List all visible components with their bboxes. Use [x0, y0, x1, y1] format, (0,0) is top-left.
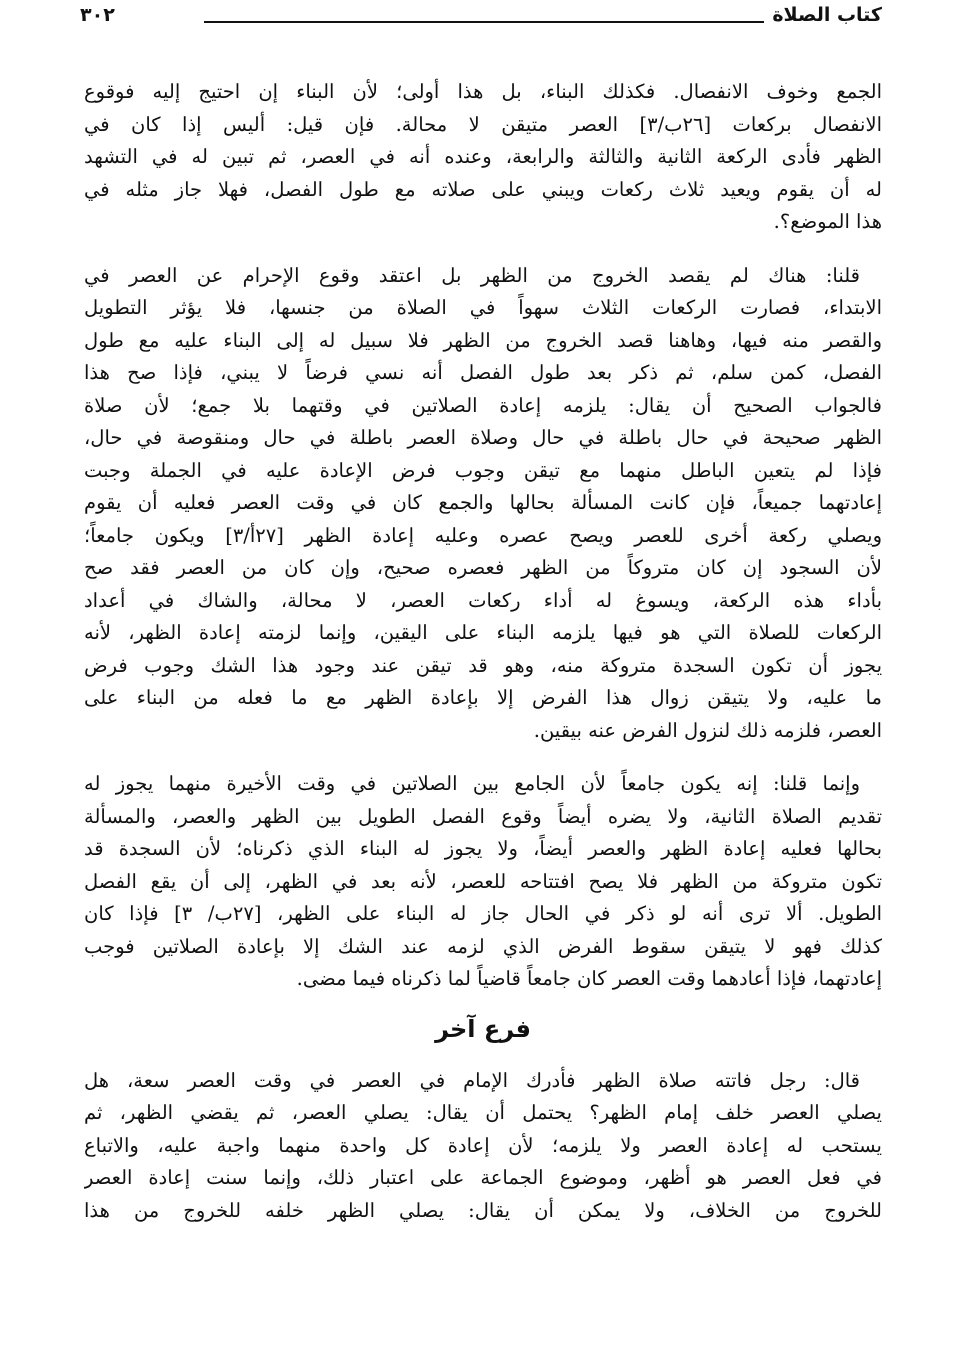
- text-line: يستحب له إعادة العصر ولا يلزمه؛ لأن إعادة كل واحدة منهما واجبة عليه، والاتباع: [84, 1133, 882, 1157]
- paragraph: [84, 768, 882, 996]
- text-line: بأداء هذه الركعة، ويسوغ له أداء ركعات العصر، لا محالة، والشاك في أعداد: [84, 588, 882, 612]
- paragraph: [84, 1065, 882, 1228]
- text-line: له أن يقوم ويعيد ثلاث ركعات ويبني على صلاته مع طول الفصل، فهلا جاز مثله في: [84, 177, 882, 201]
- text-line: ويصلي ركعة أخرى للعصر ويصح عصره وعليه إعادة الظهر [٢٧أ/٣] ويكون جامعاً؛: [84, 523, 882, 547]
- text-line: كذلك فهو لا يتيقن سقوط الفرض الذي لزمه عند الشك إلا بإعادة الصلاتين فوجب: [84, 934, 882, 958]
- text-line: تكون متروكة من الظهر فلا يصح افتتاحه للعصر، لأنه بعد في الظهر، إلى أن يقع الفصل: [84, 869, 882, 893]
- text-line: الطويل. ألا ترى أنه لو ذكر في الحال جاز له البناء على الظهر، [٢٧ب/ ٣] فإذا كان: [84, 902, 882, 925]
- page-body: [84, 76, 882, 1248]
- text-line: فالجواب الصحيح أن يقال: يلزمه إعادة الصلاتين في وقتهما بلا جمع؛ لأن صلاة: [84, 393, 882, 417]
- text-line: الابتداء، فصارت الركعات الثلاث سهواً في الصلاة من جنسها، فلا يؤثر التطويل: [84, 296, 882, 319]
- header-rule: [204, 21, 764, 23]
- running-title: كتاب الصلاة: [772, 4, 882, 26]
- text-line: يجوز أن تكون السجدة متروكة منه، وهو قد تيقن عند وجود هذا الشك وجوب فرض: [84, 653, 882, 677]
- paragraph: [84, 76, 882, 239]
- page-number: ٣٠٢: [80, 4, 115, 26]
- text-line: الفصل، كمن سلم، ثم ذكر بعد طول الفصل أنه نسي فرضاً لا يبني، فإذا صح هذا: [84, 361, 882, 384]
- text-line: فإذا لم يتعين الباطل منهما مع تيقن وجوب فرض الإعادة عليه في الجملة وجبت: [84, 458, 882, 482]
- text-line: والقصر منه فيها، وهاهنا قصد الخروج من الظهر فلا سبيل له إلى البناء عليه مع طول: [84, 328, 882, 352]
- section-heading: فرع آخر: [435, 1014, 531, 1043]
- text-line: هذا الموضع؟.: [773, 210, 882, 233]
- text-line: للخروج من الخلاف، ولا يمكن أن يقال: يصلي الظهر خلفه للخروج من هذا: [84, 1198, 882, 1222]
- text-line: إعادتهما جميعاً، فإن كانت المسألة بحالها والجمع كان في وقت العصر فعليه أن يقوم: [84, 491, 882, 514]
- text-line: وإنما قلنا: إنه يكون جامعاً لأن الجامع بين الصلاتين في وقت الأخيرة منهما يجوز له: [84, 772, 860, 795]
- text-line: الظهر صحيحة في حال باطلة في حال وصلاة العصر باطلة في حال ومنقوصة في حال،: [84, 426, 882, 449]
- text-line: الجمع وخوف الانفصال. فكذلك البناء، بل هذا أولى؛ لأن البناء إن احتيج إليه فوقوع: [84, 80, 882, 103]
- text-line: ما عليه، ولا يتيقن زوال هذا الفرض إلا بإعادة الظهر مع ما فعله من البناء على: [84, 686, 882, 709]
- page-header: [80, 2, 882, 32]
- text-line: الانفصال بركعات [٢٦ب/٣] العصر متيقن لا محالة. فإن قيل: أليس إذا كان في: [84, 112, 882, 136]
- text-line: يصلي العصر خلف إمام الظهر؟ يحتمل أن يقال: يصلي العصر، ثم يقضي الظهر، ثم: [84, 1101, 882, 1124]
- text-line: تقديم الصلاة الثانية، ولا يضره أيضاً وقوع الفصل الطويل بين الظهر والعصر، والمسألة: [84, 804, 882, 828]
- text-line: الظهر فأدى الركعة الثانية والثالثة والرابعة، وعنده أنه في العصر، ثم تبين له في التشهد: [84, 145, 882, 168]
- text-line: إعادتهما، فإذا أعادهما وقت العصر كان جامعاً قاضياً لما ذكرناه فيما مضى.: [296, 967, 882, 990]
- text-line: الركعات للصلاة التي هو فيها يلزمه البناء على اليقين، وإنما لزمته إعادة الظهر، لأنه: [84, 621, 882, 644]
- paragraph: [84, 260, 882, 748]
- text-line: قلنا: هناك لم يقصد الخروج من الظهر بل اعتقد وقوع الإحرام عن العصر في: [84, 263, 860, 287]
- text-line: لأن السجود إن كان متروكاً من الظهر فعصره صحيح، وإن كان من العصر فقد صح: [84, 556, 882, 579]
- text-line: العصر، فلزمه ذلك لنزول الفرض عنه بيقين.: [533, 718, 882, 742]
- text-line: في فعل العصر هو أظهر، وموضوع الجماعة على اعتبار ذلك، وإنما سنت إعادة العصر: [84, 1166, 882, 1189]
- text-line: بحالها فعليه إعادة الظهر والعصر أيضاً، ولا يجوز له البناء الذي ذكرناه؛ لأن السجدة قد: [84, 837, 882, 860]
- text-line: قال: رجل فاتته صلاة الظهر فأدرك الإمام في العصر في وقت العصر سعة، هل: [84, 1068, 860, 1092]
